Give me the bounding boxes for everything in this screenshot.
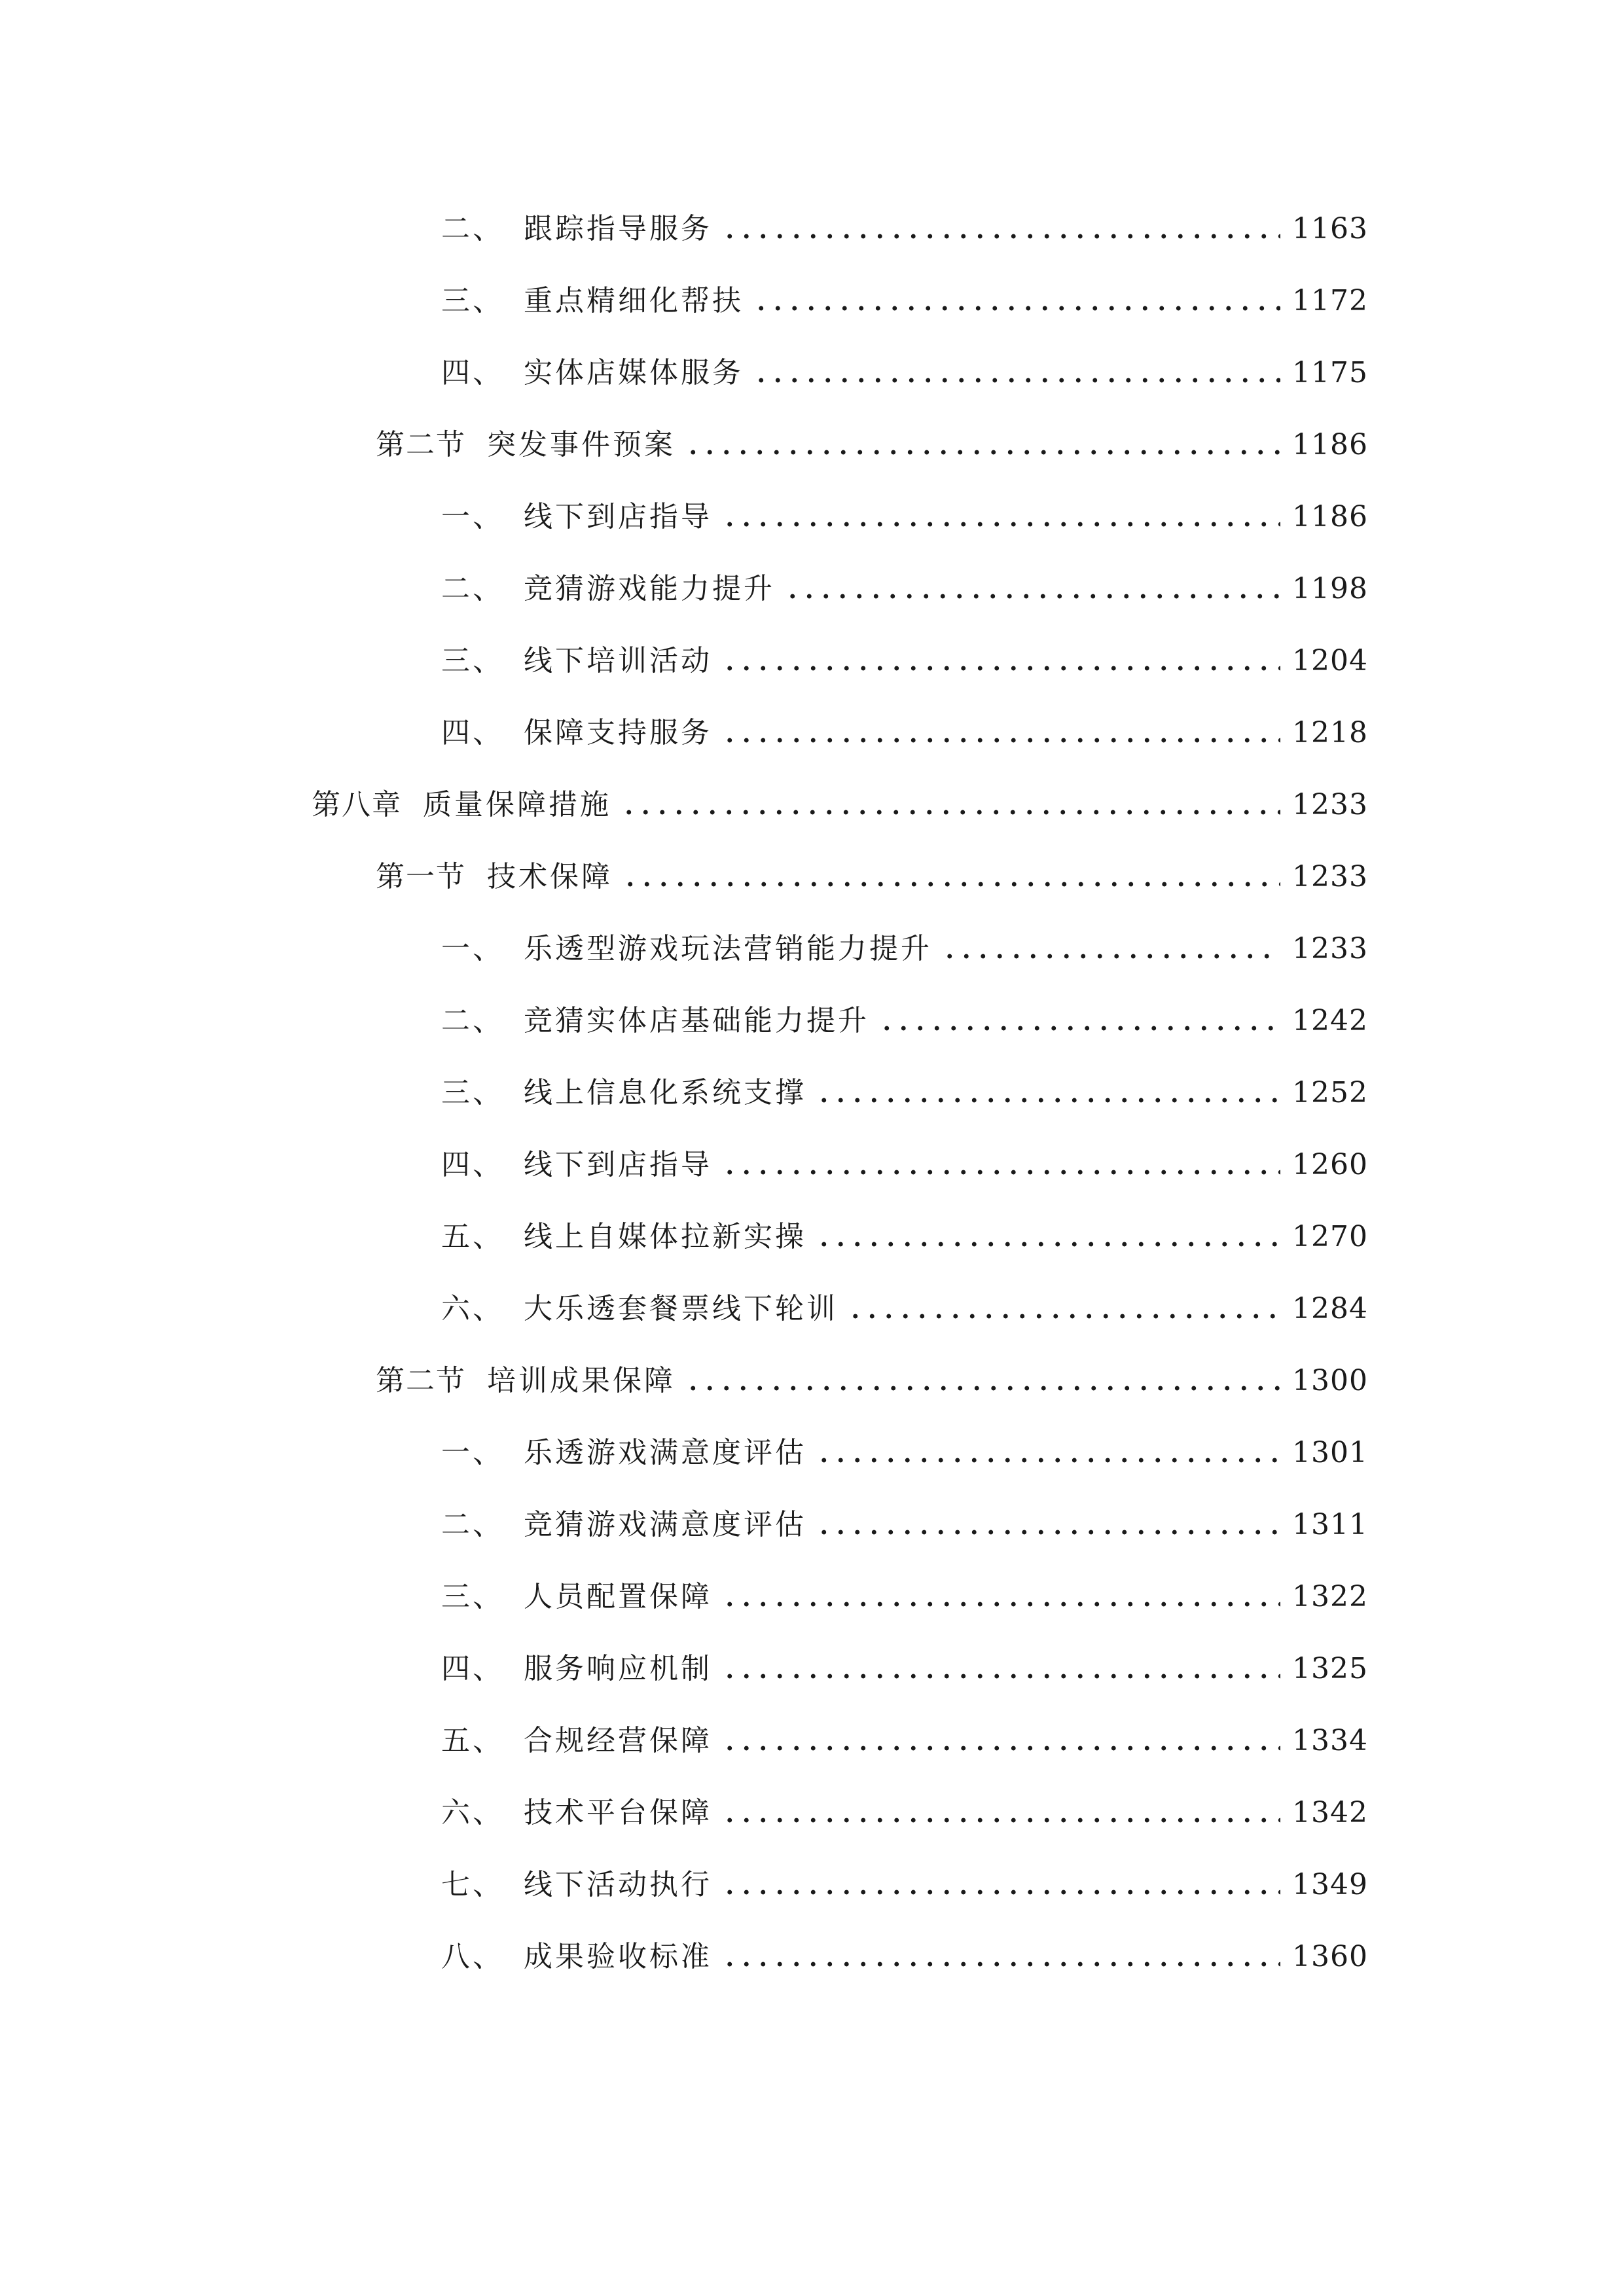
toc-entry-number: 三、 bbox=[441, 284, 504, 317]
toc-entry-section[interactable] bbox=[441, 995, 1368, 1047]
toc-entry-number: 二、 bbox=[441, 572, 504, 605]
dot-leader bbox=[816, 1529, 1280, 1535]
toc-entry-section[interactable] bbox=[441, 1931, 1368, 1983]
toc-entry-number: 三、 bbox=[441, 644, 504, 677]
toc-entry-title: 竞猜游戏能力提升 bbox=[524, 572, 775, 605]
toc-entry-title: 技术平台保障 bbox=[524, 1796, 712, 1829]
toc-entry-page: 1186 bbox=[1292, 428, 1368, 461]
toc-entry-section[interactable] bbox=[441, 1859, 1368, 1911]
toc-entry-title: 乐透游戏满意度评估 bbox=[524, 1436, 806, 1469]
toc-entry-title: 保障支持服务 bbox=[524, 716, 712, 749]
toc-entry-page: 1252 bbox=[1292, 1076, 1368, 1109]
toc-entry-section[interactable] bbox=[441, 491, 1368, 543]
toc-entry-number: 八、 bbox=[441, 1940, 504, 1973]
toc-entry-page: 1334 bbox=[1292, 1724, 1368, 1757]
toc-entry-subchapter[interactable] bbox=[376, 419, 1368, 471]
toc-entry-page: 1349 bbox=[1292, 1868, 1368, 1901]
toc-entry-page: 1163 bbox=[1292, 212, 1368, 245]
dot-leader bbox=[721, 1601, 1280, 1607]
toc-entry-title: 突发事件预案 bbox=[487, 428, 676, 461]
toc-entry-title: 合规经营保障 bbox=[524, 1724, 712, 1757]
toc-entry-section[interactable] bbox=[441, 923, 1368, 975]
toc-entry-subchapter[interactable] bbox=[376, 851, 1368, 903]
toc-entry-page: 1260 bbox=[1292, 1148, 1368, 1181]
dot-leader bbox=[685, 1385, 1280, 1391]
toc-entry-title: 大乐透套餐票线下轮训 bbox=[524, 1292, 838, 1325]
toc-entry-number: 四、 bbox=[441, 1652, 504, 1685]
toc-entry-title: 重点精细化帮扶 bbox=[524, 284, 744, 317]
dot-leader bbox=[721, 1169, 1280, 1175]
toc-entry-number: 一、 bbox=[441, 1436, 504, 1469]
dot-leader bbox=[721, 1745, 1280, 1751]
toc-entry-section[interactable] bbox=[441, 635, 1368, 687]
toc-entry-title: 人员配置保障 bbox=[524, 1580, 712, 1613]
toc-entry-chapter[interactable] bbox=[312, 779, 1368, 831]
toc-entry-section[interactable] bbox=[441, 1499, 1368, 1551]
toc-entry-title: 成果验收标准 bbox=[524, 1940, 712, 1973]
toc-entry-title: 乐透型游戏玩法营销能力提升 bbox=[524, 932, 932, 965]
toc-entry-section[interactable] bbox=[441, 1211, 1368, 1263]
dot-leader bbox=[721, 665, 1280, 672]
toc-entry-title: 线下到店指导 bbox=[524, 1148, 712, 1181]
dot-leader bbox=[816, 1241, 1280, 1247]
toc-entry-number: 三、 bbox=[441, 1580, 504, 1613]
toc-entry-number: 第八章 bbox=[312, 788, 402, 821]
dot-leader bbox=[847, 1313, 1280, 1319]
toc-entry-title: 竞猜游戏满意度评估 bbox=[524, 1508, 806, 1541]
toc-entry-number: 三、 bbox=[441, 1076, 504, 1109]
toc-entry-title: 线下到店指导 bbox=[524, 500, 712, 533]
toc-entry-section[interactable] bbox=[441, 347, 1368, 399]
toc-entry-page: 1172 bbox=[1292, 284, 1368, 317]
dot-leader bbox=[816, 1457, 1280, 1463]
toc-entry-title: 质量保障措施 bbox=[423, 788, 611, 821]
dot-leader bbox=[721, 1673, 1280, 1679]
toc-entry-title: 服务响应机制 bbox=[524, 1652, 712, 1685]
toc-entry-title: 竞猜实体店基础能力提升 bbox=[524, 1004, 869, 1037]
toc-entry-page: 1233 bbox=[1292, 932, 1368, 965]
dot-leader bbox=[816, 1097, 1280, 1103]
toc-entry-page: 1175 bbox=[1292, 356, 1368, 389]
toc-entry-number: 七、 bbox=[441, 1868, 504, 1901]
dot-leader bbox=[784, 593, 1280, 600]
toc-entry-section[interactable] bbox=[441, 203, 1368, 255]
toc-entry-number: 第一节 bbox=[376, 860, 466, 893]
toc-entry-page: 1342 bbox=[1292, 1796, 1368, 1829]
toc-entry-section[interactable] bbox=[441, 707, 1368, 759]
toc-entry-number: 五、 bbox=[441, 1220, 504, 1253]
toc-entry-subchapter[interactable] bbox=[376, 1355, 1368, 1407]
dot-leader bbox=[721, 1817, 1280, 1823]
toc-entry-section[interactable] bbox=[441, 1283, 1368, 1335]
toc-entry-section[interactable] bbox=[441, 1787, 1368, 1839]
dot-leader bbox=[685, 449, 1280, 456]
dot-leader bbox=[753, 305, 1280, 312]
dot-leader bbox=[721, 521, 1280, 528]
dot-leader bbox=[721, 1889, 1280, 1895]
dot-leader bbox=[941, 953, 1280, 960]
toc-entry-page: 1233 bbox=[1292, 788, 1368, 821]
dot-leader bbox=[621, 809, 1280, 816]
toc-entry-number: 四、 bbox=[441, 356, 504, 389]
toc-entry-section[interactable] bbox=[441, 563, 1368, 615]
toc-entry-page: 1270 bbox=[1292, 1220, 1368, 1253]
toc-entry-title: 跟踪指导服务 bbox=[524, 212, 712, 245]
toc-entry-section[interactable] bbox=[441, 1715, 1368, 1767]
toc-entry-title: 线上自媒体拉新实操 bbox=[524, 1220, 806, 1253]
dot-leader bbox=[721, 737, 1280, 744]
toc-entry-number: 一、 bbox=[441, 932, 504, 965]
toc-entry-page: 1322 bbox=[1292, 1580, 1368, 1613]
toc-entry-number: 四、 bbox=[441, 1148, 504, 1181]
dot-leader bbox=[721, 1961, 1280, 1967]
toc-entry-page: 1233 bbox=[1292, 860, 1368, 893]
toc-entry-page: 1242 bbox=[1292, 1004, 1368, 1037]
dot-leader bbox=[622, 881, 1280, 888]
toc-entry-page: 1300 bbox=[1292, 1364, 1368, 1397]
toc-entry-page: 1284 bbox=[1292, 1292, 1368, 1325]
toc-entry-section[interactable] bbox=[441, 1067, 1368, 1119]
toc-entry-title: 培训成果保障 bbox=[487, 1364, 676, 1397]
toc-entry-number: 一、 bbox=[441, 500, 504, 533]
dot-leader bbox=[878, 1025, 1280, 1031]
toc-entry-page: 1204 bbox=[1292, 644, 1368, 677]
toc-entry-page: 1311 bbox=[1292, 1508, 1368, 1541]
toc-entry-title: 实体店媒体服务 bbox=[524, 356, 744, 389]
toc-entry-number: 二、 bbox=[441, 212, 504, 245]
toc-entry-page: 1198 bbox=[1292, 572, 1368, 605]
toc-entry-page: 1218 bbox=[1292, 716, 1368, 749]
toc-entry-title: 技术保障 bbox=[487, 860, 613, 893]
dot-leader bbox=[721, 233, 1280, 240]
toc-entry-page: 1360 bbox=[1292, 1940, 1368, 1973]
toc-entry-page: 1186 bbox=[1292, 500, 1368, 533]
toc-entry-number: 二、 bbox=[441, 1508, 504, 1541]
toc-entry-section[interactable] bbox=[441, 275, 1368, 327]
toc-entry-page: 1301 bbox=[1292, 1436, 1368, 1469]
toc-entry-title: 线下培训活动 bbox=[524, 644, 712, 677]
toc-entry-number: 六、 bbox=[441, 1796, 504, 1829]
toc-entry-section[interactable] bbox=[441, 1427, 1368, 1479]
toc-entry-number: 六、 bbox=[441, 1292, 504, 1325]
toc-entry-title: 线上信息化系统支撑 bbox=[524, 1076, 806, 1109]
toc-entry-section[interactable] bbox=[441, 1643, 1368, 1695]
toc-entry-title: 线下活动执行 bbox=[524, 1868, 712, 1901]
toc-entry-section[interactable] bbox=[441, 1571, 1368, 1623]
toc-entry-number: 第二节 bbox=[376, 428, 466, 461]
toc-entry-page: 1325 bbox=[1292, 1652, 1368, 1685]
toc-entry-number: 五、 bbox=[441, 1724, 504, 1757]
toc-entry-section[interactable] bbox=[441, 1139, 1368, 1191]
toc-entry-number: 第二节 bbox=[376, 1364, 466, 1397]
toc-entry-number: 二、 bbox=[441, 1004, 504, 1037]
dot-leader bbox=[753, 377, 1280, 384]
toc-entry-number: 四、 bbox=[441, 716, 504, 749]
